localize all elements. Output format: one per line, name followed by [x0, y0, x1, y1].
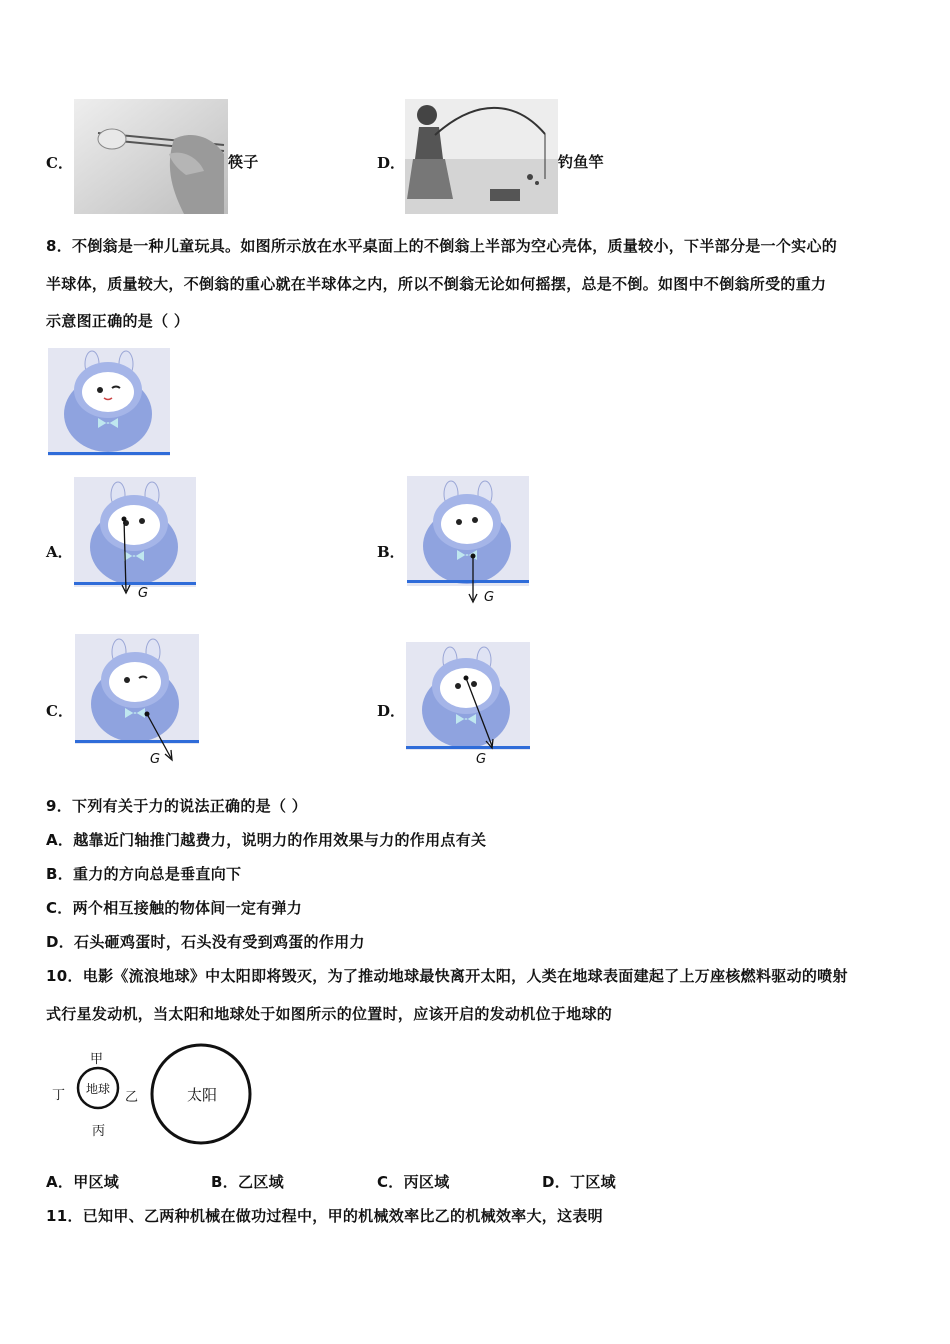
earth-sun-diagram	[46, 1042, 266, 1146]
q8-option-c-force-label: G	[150, 752, 161, 767]
q10-stem-line1: 10．电影《流浪地球》中太阳即将毁灭，为了推动地球最快离开太阳，人类在地球表面建起了上万座核燃料驱动的喷射	[46, 967, 848, 985]
q7-option-c-label: C．	[46, 154, 73, 172]
q8-option-c-diagram	[75, 634, 199, 766]
sun-label: 太阳	[186, 1086, 217, 1104]
q7-option-d-label: D．	[377, 154, 406, 172]
q10-option-d: D．丁区域	[542, 1173, 616, 1191]
q8-option-d-force-label: G	[476, 752, 487, 767]
region-right-label: 乙	[125, 1090, 139, 1105]
q9-option-b: B．重力的方向总是垂直向下	[46, 865, 242, 883]
q8-option-a-diagram	[74, 477, 196, 605]
q9-stem: 9．下列有关于力的说法正确的是（ ）	[46, 797, 308, 815]
q10-stem-line2: 式行星发动机，当太阳和地球处于如图所示的位置时，应该开启的发动机位于地球的	[46, 1005, 613, 1023]
q8-stem-line3: 示意图正确的是（ ）	[46, 312, 190, 330]
q7-option-d-caption: 钓鱼竿	[558, 153, 604, 171]
fishing-rod-image	[405, 99, 558, 214]
q8-option-a-force-label: G	[138, 586, 149, 601]
q8-option-c-label: C．	[46, 702, 73, 720]
q8-option-a-label: A．	[46, 543, 73, 561]
q8-option-d-diagram	[406, 642, 530, 768]
q8-stem-line1: 8．不倒翁是一种儿童玩具。如图所示放在水平桌面上的不倒翁上半部为空心壳体，质量较小，下半部分是一个实心的	[46, 237, 838, 255]
q9-option-d: D．石头砸鸡蛋时，石头没有受到鸡蛋的作用力	[46, 933, 365, 951]
q9-option-a: A．越靠近门轴推门越费力，说明力的作用效果与力的作用点有关	[46, 831, 487, 849]
region-left-label: 丁	[52, 1088, 66, 1103]
tumbler-toy-image	[48, 348, 170, 456]
q8-option-d-label: D．	[377, 702, 406, 720]
region-bottom-label: 丙	[92, 1124, 106, 1139]
q7-option-c-caption: 筷子	[228, 153, 259, 171]
chopsticks-image	[74, 99, 228, 214]
q9-option-c: C．两个相互接触的物体间一定有弹力	[46, 899, 303, 917]
q10-option-c: C．丙区域	[377, 1173, 450, 1191]
region-top-label: 甲	[90, 1052, 104, 1067]
q8-stem-line2: 半球体，质量较大，不倒翁的重心就在半球体之内，所以不倒翁无论如何摇摆，总是不倒。如图中不倒翁所受的重力	[46, 275, 827, 293]
q10-option-b: B．乙区域	[211, 1173, 284, 1191]
q8-option-b-label: B．	[377, 543, 405, 561]
earth-label: 地球	[85, 1082, 110, 1096]
q11-stem: 11．已知甲、乙两种机械在做功过程中，甲的机械效率比乙的机械效率大，这表明	[46, 1207, 603, 1225]
q8-option-b-diagram	[407, 476, 529, 606]
q10-option-a: A．甲区域	[46, 1173, 120, 1191]
q8-option-b-force-label: G	[484, 590, 495, 605]
